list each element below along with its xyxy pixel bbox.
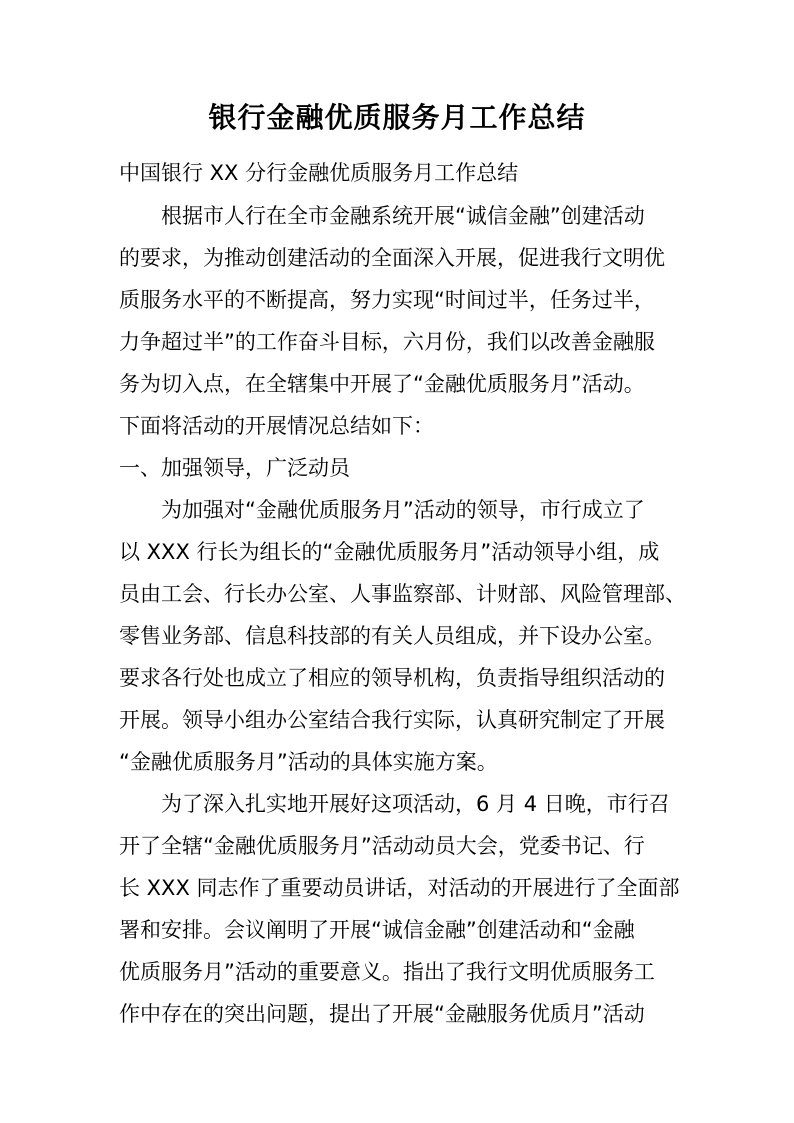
- body-line: 下面将活动的开展情况总结如下：: [119, 414, 434, 438]
- body-line: 根据市人行在全市金融系统开展“诚信金融”创建活动: [161, 204, 645, 228]
- body-line: 零售业务部、信息科技部的有关人员组成，并下设办公室。: [119, 624, 665, 648]
- body-line: “金融优质服务月”活动的具体实施方案。: [119, 750, 498, 774]
- body-line: 要求各行处也成立了相应的领导机构，负责指导组织活动的: [119, 666, 665, 690]
- body-line: 以 XXX 行长为组长的“金融优质服务月”活动领导小组，成: [119, 540, 660, 564]
- body-line: 为了深入扎实地开展好这项活动，6 月 4 日晚，市行召: [161, 792, 670, 816]
- body-line: 开展。领导小组办公室结合我行实际，认真研究制定了开展: [119, 708, 665, 732]
- body-line: 质服务水平的不断提高，努力实现“时间过半，任务过半，: [119, 288, 655, 312]
- body-line: 力争超过半”的工作奋斗目标，六月份，我们以改善金融服: [119, 330, 655, 354]
- section-heading: 一、加强领导，广泛动员: [119, 456, 350, 480]
- body-line: 的要求，为推动创建活动的全面深入开展，促进我行文明优: [119, 246, 665, 270]
- body-line: 开了全辖“金融优质服务月”活动动员大会，党委书记、行: [119, 834, 645, 858]
- document-title: 银行金融优质服务月工作总结: [208, 101, 586, 134]
- body-line: 优质服务月”活动的重要意义。指出了我行文明优质服务工: [119, 960, 655, 984]
- body-line: 务为切入点，在全辖集中开展了“金融优质服务月”活动。: [119, 372, 645, 396]
- body-line: 员由工会、行长办公室、人事监察部、计财部、风险管理部、: [119, 582, 686, 606]
- body-line: 长 XXX 同志作了重要动员讲话，对活动的开展进行了全面部: [119, 876, 680, 900]
- subtitle-line: 中国银行 XX 分行金融优质服务月工作总结: [119, 161, 519, 185]
- body-line: 署和安排。会议阐明了开展“诚信金融”创建活动和“金融: [119, 918, 635, 942]
- body-line: 作中存在的突出问题，提出了开展“金融服务优质月”活动: [119, 1002, 645, 1026]
- body-line: 为加强对“金融优质服务月”活动的领导，市行成立了: [161, 498, 645, 522]
